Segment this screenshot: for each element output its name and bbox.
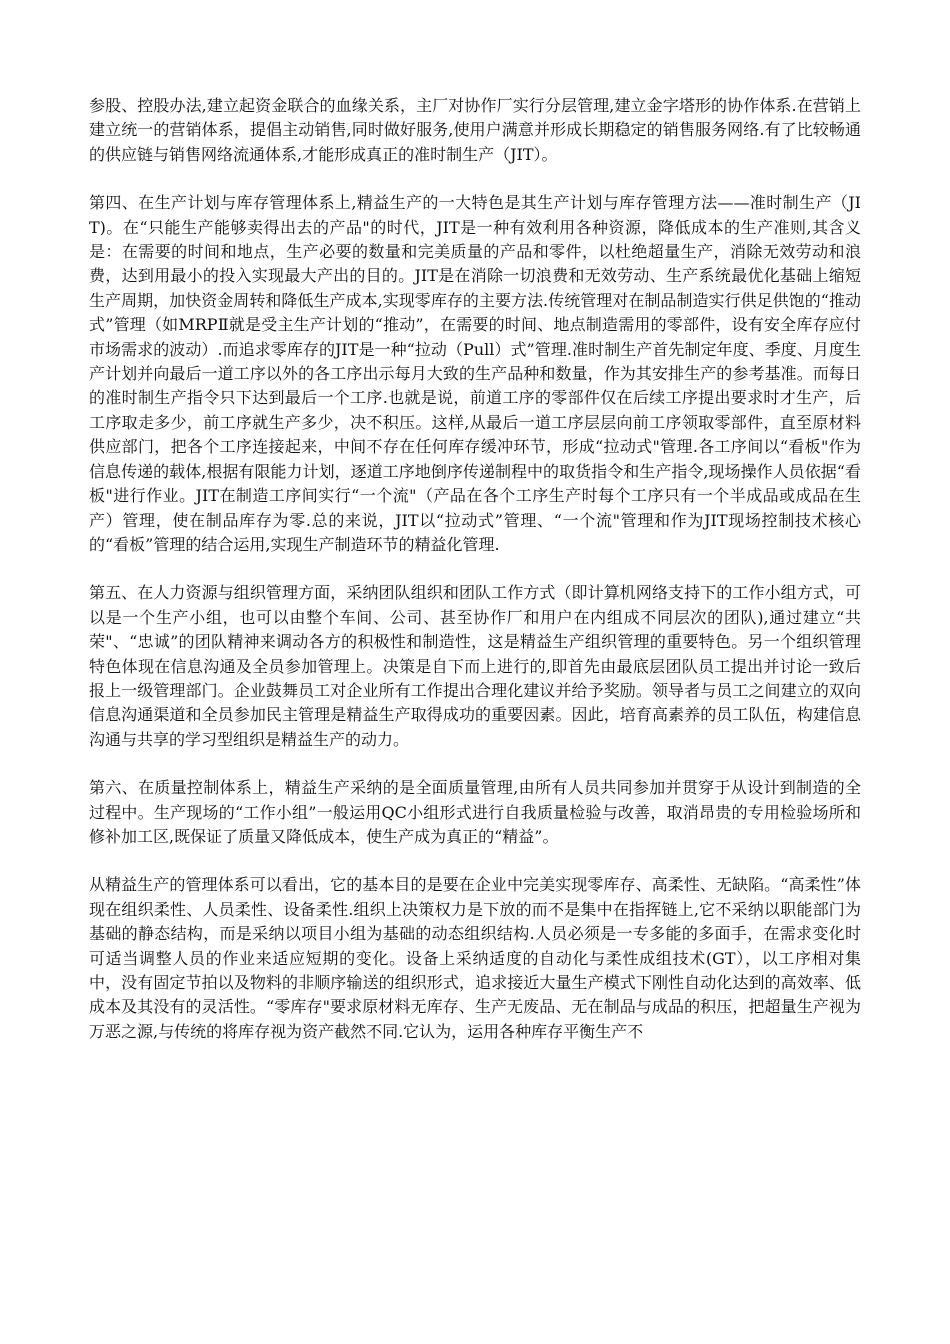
paragraph-summary: 从精益生产的管理体系可以看出，它的基本目的是要在企业中完美实现零库存、高柔性、无缺陷。“高柔性”体现在组织柔性、人员柔性、设备柔性.组织上决策权力是下放的而不是集中在指挥链上,它不采纳以职能部门为基础的静态结构，而是采纳以项目小组为基础的动态组织结构.人员必须是一专多能的多面手，在需求变化时可适当调整人员的作业来适应短期的变化。设备上采纳适度的自动化与柔性成组技术(GT），以工序相对集中，没有固定节拍以及物料的非顺序输送的组织形式，追求接近大量生产模式下刚性自动化达到的高效率、低成本及其没有的灵活性。“零库存"要求原材料无库存、生产无废品、无在制品与成品的积压，把超量生产视为万恶之源,与传统的将库存视为资产截然不同.它认为，运用各种库存平衡生产不 bbox=[89, 875, 861, 1041]
paragraph-sixth-quality: 第六、在质量控制体系上，精益生产采纳的是全面质量管理,由所有人员共同参加并贯穿于从设计到制造的全过程中。生产现场的“工作小组”一般运用QC小组形式进行自我质量检验与改善，取消昂贵的专用检验场所和修补加工区,既保证了质量又降低成本，使生产成为真正的“精益”。 bbox=[89, 778, 861, 846]
document-body bbox=[89, 94, 861, 1044]
paragraph-fifth-hr: 第五、在人力资源与组织管理方面，采纳团队组织和团队工作方式（即计算机网络支持下的工作小组方式，可以是一个生产小组，也可以由整个车间、公司、甚至协作厂和用户在内组成不同层次的团队),通过建立“共荣"、“忠诚”的团队精神来调动各方的积极性和制造性，这是精益生产组织管理的重要特色。另一个组织管理特色体现在信息沟通及全员参加管理上。决策是自下而上进行的,即首先由最底层团队员工提出并讨论一致后报上一级管理部门。企业鼓舞员工对企业所有工作提出合理化建议并给予奖励。领导者与员工之间建立的双向信息沟通渠道和全员参加民主管理是精益生产取得成功的重要因素。因此，培育高素养的员工队伍，构建信息沟通与共享的学习型组织是精益生产的动力。 bbox=[89, 583, 861, 749]
paragraph-fourth-jit: 第四、在生产计划与库存管理体系上,精益生产的一大特色是其生产计划与库存管理方法——准时制生产（JIT)。在“只能生产能够卖得出去的产品"的时代，JIT是一种有效利用各种资源，降低成本的生产准则,其含义是：在需要的时间和地点，生产必要的数量和完美质量的产品和零件，以杜绝超量生产，消除无效劳动和浪费，达到用最小的投入实现最大产出的目的。JIT是在消除一切浪费和无效劳动、生产系统最优化基础上缩短生产周期，加快资金周转和降低生产成本,实现零库存的主要方法.传统管理对在制品制造实行供足供饱的“推动式”管理（如MRPⅡ就是受主生产计划的“推动”，在需要的时间、地点制造需用的零部件，设有安全库存应付市场需求的波动）.而追求零库存的JIT是一种“拉动（Pull）式”管理.准时制生产首先制定年度、季度、月度生产计划并向最后一道工序以外的各工序出示每月大致的生产品种和数量，作为其安排生产的参考基准。而每日的准时制生产指令只下达到最后一个工序.也就是说，前道工序的零部件仅在后续工序提出要求时才生产，后工序取走多少，前工序就生产多少，决不积压。这样,从最后一道工序层层向前工序领取零部件，直至原材料供应部门，把各个工序连接起来，中间不存在任何库存缓冲环节，形成“拉动式"管理.各工序间以“看板"作为信息传递的载体,根据有限能力计划，逐道工序地倒序传递制程中的取货指令和生产指令,现场操作人员依据“看板"进行作业。JIT在制造工序间实行“一个流"（产品在各个工序生产时每个工序只有一个半成品或成品在生产）管理，使在制品库存为零.总的来说，JIT以“拉动式”管理、“一个流"管理和作为JIT现场控制技术核心的“看板”管理的结合运用,实现生产制造环节的精益化管理. bbox=[89, 193, 861, 554]
paragraph-supply-chain: 参股、控股办法,建立起资金联合的血缘关系，主厂对协作厂实行分层管理,建立金字塔形的协作体系.在营销上建立统一的营销体系，提倡主动销售,同时做好服务,使用户满意并形成长期稳定的销售服务网络.有了比较畅通的供应链与销售网络流通体系,才能形成真正的准时制生产（JIT）。 bbox=[89, 96, 861, 164]
